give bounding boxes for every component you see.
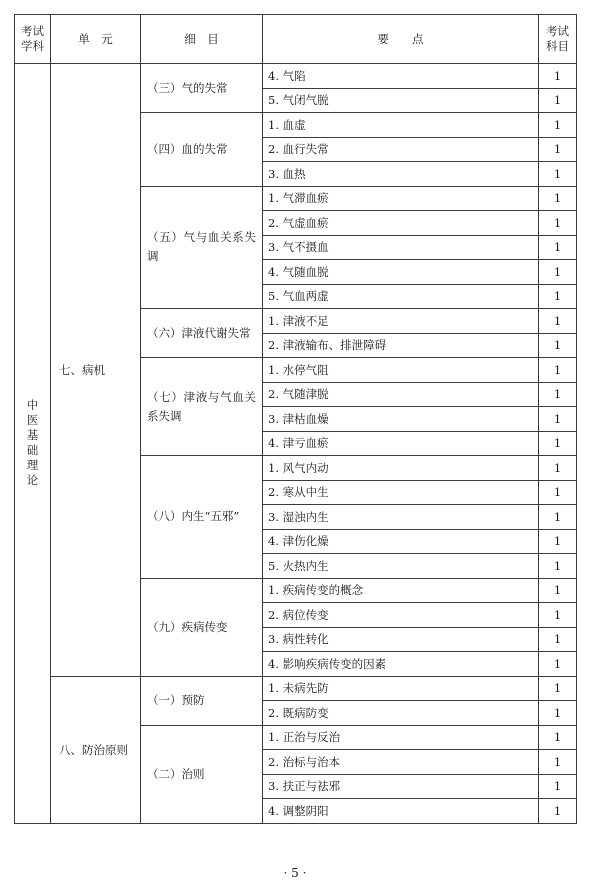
point-cell: 3. 扶正与祛邪	[263, 774, 539, 799]
point-cell: 1. 血虚	[263, 113, 539, 138]
count-cell: 1	[539, 750, 577, 775]
point-cell: 1. 疾病传变的概念	[263, 578, 539, 603]
point-cell: 1. 水停气阻	[263, 358, 539, 383]
count-cell: 1	[539, 652, 577, 677]
count-cell: 1	[539, 578, 577, 603]
point-cell: 3. 津枯血燥	[263, 407, 539, 432]
header-subject: 考试学科	[15, 15, 51, 64]
subject-label: 中医基础理论	[26, 398, 39, 488]
count-cell: 1	[539, 407, 577, 432]
count-cell: 1	[539, 113, 577, 138]
point-cell: 1. 津液不足	[263, 309, 539, 334]
count-cell: 1	[539, 88, 577, 113]
item-cell: （九）疾病传变	[141, 578, 263, 676]
table-row	[15, 676, 577, 701]
point-cell: 1. 正治与反治	[263, 725, 539, 750]
unit-cell: 七、病机	[51, 64, 141, 677]
item-cell: （二）治则	[141, 725, 263, 823]
point-cell: 2. 津液输布、排泄障碍	[263, 333, 539, 358]
header-points: 要 点	[263, 15, 539, 64]
item-cell: （四）血的失常	[141, 113, 263, 187]
point-cell: 2. 寒从中生	[263, 480, 539, 505]
point-cell: 4. 气随血脱	[263, 260, 539, 285]
count-cell: 1	[539, 701, 577, 726]
point-cell: 3. 气不摄血	[263, 235, 539, 260]
count-cell: 1	[539, 799, 577, 824]
header-count: 考试科目	[539, 15, 577, 64]
item-cell: （三）气的失常	[141, 64, 263, 113]
count-cell: 1	[539, 456, 577, 481]
unit-cell: 八、防治原则	[51, 676, 141, 823]
syllabus-table	[14, 14, 577, 824]
item-cell: （七）津液与气血关系失调	[141, 358, 263, 456]
count-cell: 1	[539, 480, 577, 505]
header-item: 细 目	[141, 15, 263, 64]
count-cell: 1	[539, 211, 577, 236]
count-cell: 1	[539, 603, 577, 628]
point-cell: 1. 气滞血瘀	[263, 186, 539, 211]
item-cell: （五）气与血关系失调	[141, 186, 263, 309]
count-cell: 1	[539, 725, 577, 750]
point-cell: 2. 气随津脱	[263, 382, 539, 407]
point-cell: 4. 津伤化燥	[263, 529, 539, 554]
point-cell: 3. 湿浊内生	[263, 505, 539, 530]
count-cell: 1	[539, 333, 577, 358]
point-cell: 1. 未病先防	[263, 676, 539, 701]
page-number: · 5 ·	[283, 866, 307, 880]
point-cell: 5. 气闭气脱	[263, 88, 539, 113]
count-cell: 1	[539, 260, 577, 285]
point-cell: 2. 既病防变	[263, 701, 539, 726]
point-cell: 1. 风气内动	[263, 456, 539, 481]
point-cell: 3. 病性转化	[263, 627, 539, 652]
table-body	[15, 64, 577, 824]
point-cell: 4. 调整阴阳	[263, 799, 539, 824]
point-cell: 2. 气虚血瘀	[263, 211, 539, 236]
table-row	[15, 64, 577, 89]
count-cell: 1	[539, 529, 577, 554]
count-cell: 1	[539, 309, 577, 334]
count-cell: 1	[539, 627, 577, 652]
count-cell: 1	[539, 774, 577, 799]
point-cell: 4. 津亏血瘀	[263, 431, 539, 456]
table-header	[15, 15, 577, 64]
count-cell: 1	[539, 505, 577, 530]
point-cell: 5. 气血两虚	[263, 284, 539, 309]
count-cell: 1	[539, 554, 577, 579]
point-cell: 4. 气陷	[263, 64, 539, 89]
point-cell: 2. 血行失常	[263, 137, 539, 162]
item-cell: （一）预防	[141, 676, 263, 725]
count-cell: 1	[539, 64, 577, 89]
subject-cell	[15, 64, 51, 824]
count-cell: 1	[539, 137, 577, 162]
count-cell: 1	[539, 676, 577, 701]
count-cell: 1	[539, 431, 577, 456]
count-cell: 1	[539, 358, 577, 383]
item-cell: （六）津液代谢失常	[141, 309, 263, 358]
point-cell: 4. 影响疾病传变的因素	[263, 652, 539, 677]
item-cell: （八）内生“五邪”	[141, 456, 263, 579]
count-cell: 1	[539, 162, 577, 187]
point-cell: 2. 病位传变	[263, 603, 539, 628]
header-unit: 单 元	[51, 15, 141, 64]
count-cell: 1	[539, 284, 577, 309]
count-cell: 1	[539, 382, 577, 407]
point-cell: 2. 治标与治本	[263, 750, 539, 775]
count-cell: 1	[539, 186, 577, 211]
count-cell: 1	[539, 235, 577, 260]
point-cell: 3. 血热	[263, 162, 539, 187]
point-cell: 5. 火热内生	[263, 554, 539, 579]
